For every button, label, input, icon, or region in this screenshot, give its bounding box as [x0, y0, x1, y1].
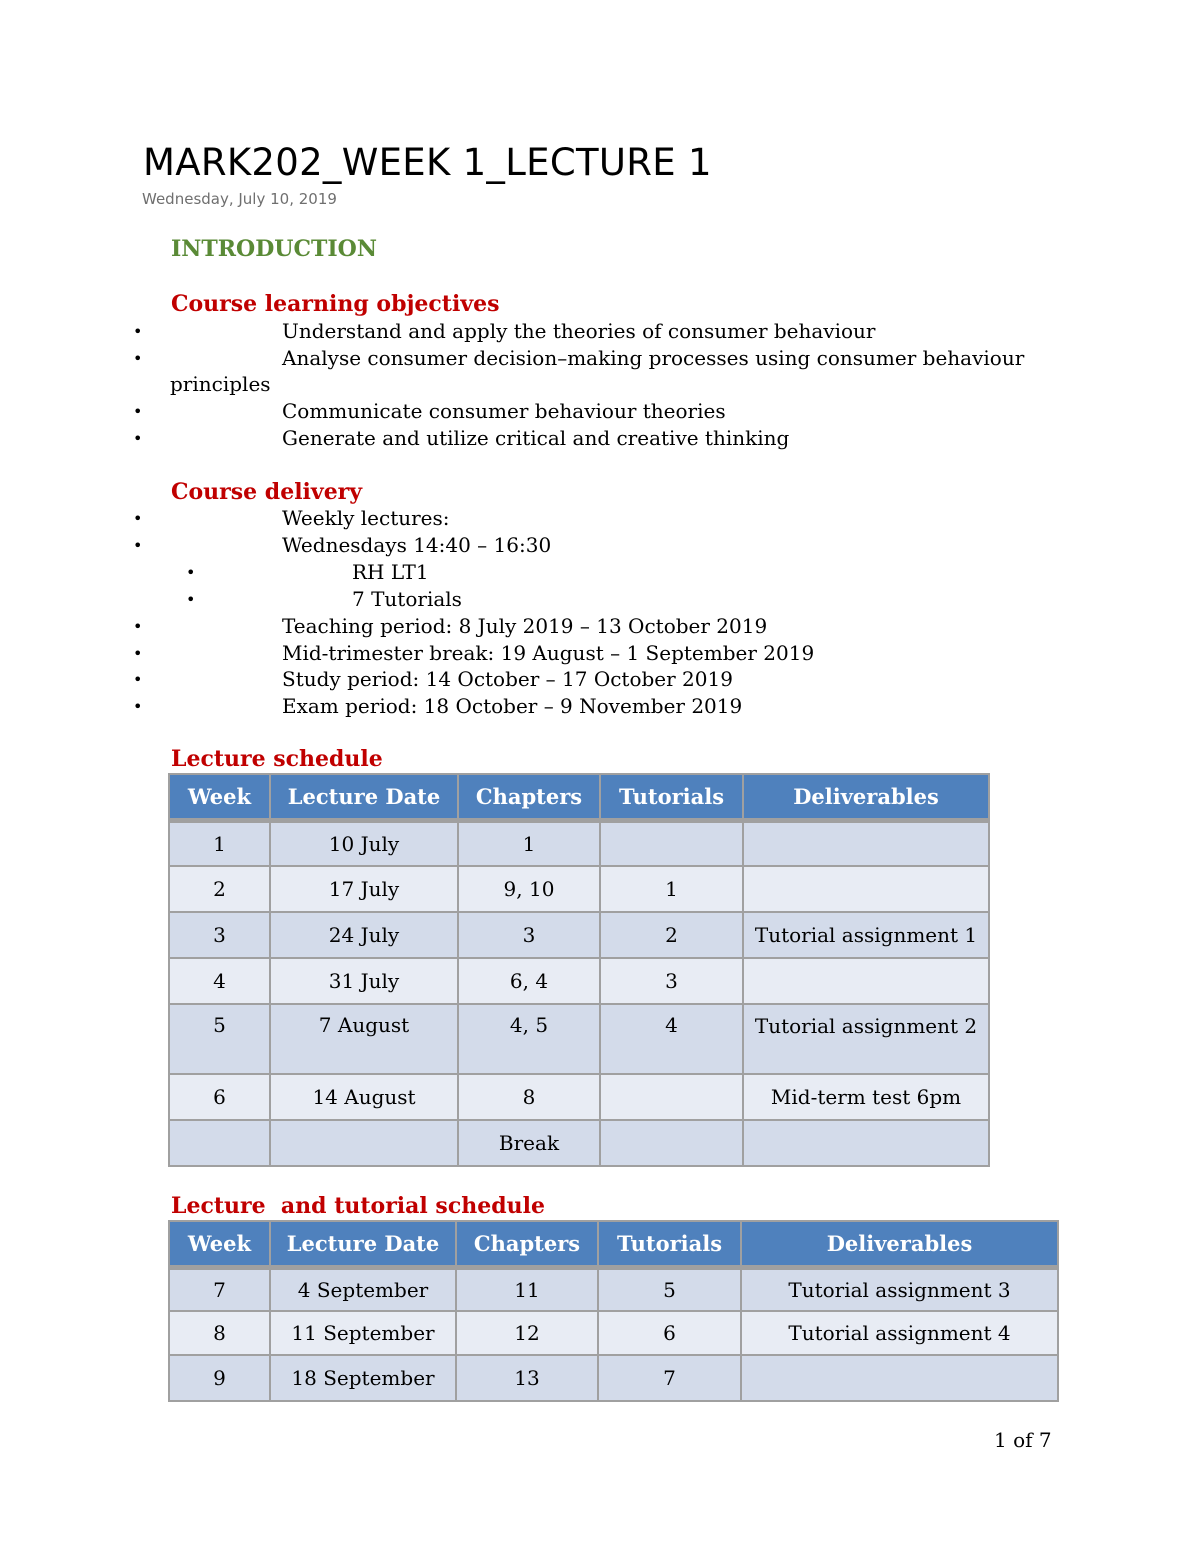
header-cell: Deliverables [743, 774, 989, 820]
bullet-icon: • [133, 402, 143, 421]
header-cell: Deliverables [741, 1221, 1058, 1267]
table-cell: Tutorial assignment 4 [741, 1311, 1058, 1355]
table-row [169, 1004, 989, 1074]
table-cell [741, 1355, 1058, 1401]
table-cell: 17 July [270, 866, 458, 912]
table-cell: 1 [169, 820, 270, 866]
table-cell [600, 1074, 743, 1120]
table-cell [169, 1120, 270, 1166]
table-cell: 12 [456, 1311, 598, 1355]
table-row [169, 1267, 1058, 1311]
table-row [169, 912, 989, 958]
list-item: • Communicate consumer behaviour theories [133, 399, 726, 423]
table-cell: 11 September [270, 1311, 456, 1355]
table-row [169, 1355, 1058, 1401]
table-row [169, 1120, 989, 1166]
header-cell: Week [169, 774, 270, 820]
objectives-heading: Course learning objectives [171, 291, 500, 317]
table-cell: 6 [169, 1074, 270, 1120]
delivery-heading: Course delivery [171, 479, 363, 505]
table-row [169, 820, 989, 866]
table-cell: 7 [169, 1267, 270, 1311]
bullet-icon: • [133, 509, 143, 528]
table-cell: 9 [169, 1355, 270, 1401]
table-cell: 4, 5 [458, 1004, 600, 1074]
table-cell: 11 [456, 1267, 598, 1311]
bullet-icon: • [133, 697, 143, 716]
list-item: • Understand and apply the theories of consumer behaviour [133, 319, 876, 343]
table-cell: 6, 4 [458, 958, 600, 1004]
bullet-icon: • [133, 536, 143, 555]
table-row [169, 1311, 1058, 1355]
bullet-icon: • [186, 563, 196, 582]
list-item: • Mid-trimester break: 19 August – 1 September 2019 [133, 641, 815, 665]
table-cell: 2 [600, 912, 743, 958]
table-cell: 10 July [270, 820, 458, 866]
table-cell: 3 [458, 912, 600, 958]
table-cell: 4 [169, 958, 270, 1004]
list-item: • Weekly lectures: [133, 506, 450, 530]
list-item: • Analyse consumer decision–making processes using consumer behaviour [133, 346, 1025, 370]
table-header-row [169, 1221, 1058, 1267]
table-cell: 7 August [270, 1004, 458, 1074]
bullet-icon: • [133, 349, 143, 368]
table-cell: 8 [458, 1074, 600, 1120]
table-cell: 5 [169, 1004, 270, 1074]
table-cell: 1 [600, 866, 743, 912]
table-cell: 13 [456, 1355, 598, 1401]
header-cell: Tutorials [600, 774, 743, 820]
table-cell [270, 1120, 458, 1166]
header-cell: Week [169, 1221, 270, 1267]
table-row [169, 866, 989, 912]
list-item-nested: • 7 Tutorials [186, 587, 462, 611]
table-cell: 5 [598, 1267, 741, 1311]
header-cell: Chapters [456, 1221, 598, 1267]
table-cell: Tutorial assignment 3 [741, 1267, 1058, 1311]
table-cell: Mid-term test 6pm [743, 1074, 989, 1120]
table-cell: 6 [598, 1311, 741, 1355]
tutorial-schedule-table [168, 1220, 1059, 1402]
table-cell: Break [458, 1120, 600, 1166]
table-cell: 7 [598, 1355, 741, 1401]
bullet-icon: • [186, 590, 196, 609]
lecture-schedule-table [168, 773, 990, 1167]
table-cell: 3 [600, 958, 743, 1004]
introduction-heading: INTRODUCTION [171, 236, 377, 262]
table-cell: 4 [600, 1004, 743, 1074]
list-item-nested: • RH LT1 [186, 560, 429, 584]
table-header-row [169, 774, 989, 820]
table-cell: Tutorial assignment 1 [743, 912, 989, 958]
bullet-icon: • [133, 644, 143, 663]
header-cell: Lecture Date [270, 774, 458, 820]
table-cell [600, 820, 743, 866]
page-number: 1 of 7 [994, 1428, 1052, 1452]
list-item: • Exam period: 18 October – 9 November 2019 [133, 694, 743, 718]
table-cell [600, 1120, 743, 1166]
table-cell: 3 [169, 912, 270, 958]
list-item: • Generate and utilize critical and creative thinking [133, 426, 790, 450]
table-cell [743, 1120, 989, 1166]
table-cell: 24 July [270, 912, 458, 958]
list-item: • Study period: 14 October – 17 October 2019 [133, 667, 733, 691]
list-item: • Teaching period: 8 July 2019 – 13 October 2019 [133, 614, 768, 638]
table-row [169, 1074, 989, 1120]
table-cell: 9, 10 [458, 866, 600, 912]
table-cell: Tutorial assignment 2 [743, 1004, 989, 1074]
bullet-icon: • [133, 670, 143, 689]
list-item-continuation: principles [170, 372, 271, 396]
header-cell: Lecture Date [270, 1221, 456, 1267]
lecture-schedule-heading: Lecture schedule [171, 746, 383, 772]
bullet-icon: • [133, 617, 143, 636]
header-cell: Tutorials [598, 1221, 741, 1267]
table-cell: 2 [169, 866, 270, 912]
document-title: MARK202_WEEK 1_LECTURE 1 [143, 141, 712, 184]
list-item: • Wednesdays 14:40 – 16:30 [133, 533, 552, 557]
bullet-icon: • [133, 322, 143, 341]
table-cell: 1 [458, 820, 600, 866]
table-cell [743, 820, 989, 866]
table-cell: 4 September [270, 1267, 456, 1311]
table-cell [743, 866, 989, 912]
table-cell [743, 958, 989, 1004]
table-row [169, 958, 989, 1004]
tutorial-schedule-heading: Lecture and tutorial schedule [171, 1193, 545, 1219]
header-cell: Chapters [458, 774, 600, 820]
table-cell: 14 August [270, 1074, 458, 1120]
table-cell: 18 September [270, 1355, 456, 1401]
bullet-icon: • [133, 429, 143, 448]
table-cell: 8 [169, 1311, 270, 1355]
document-date: Wednesday, July 10, 2019 [142, 190, 337, 208]
table-cell: 31 July [270, 958, 458, 1004]
